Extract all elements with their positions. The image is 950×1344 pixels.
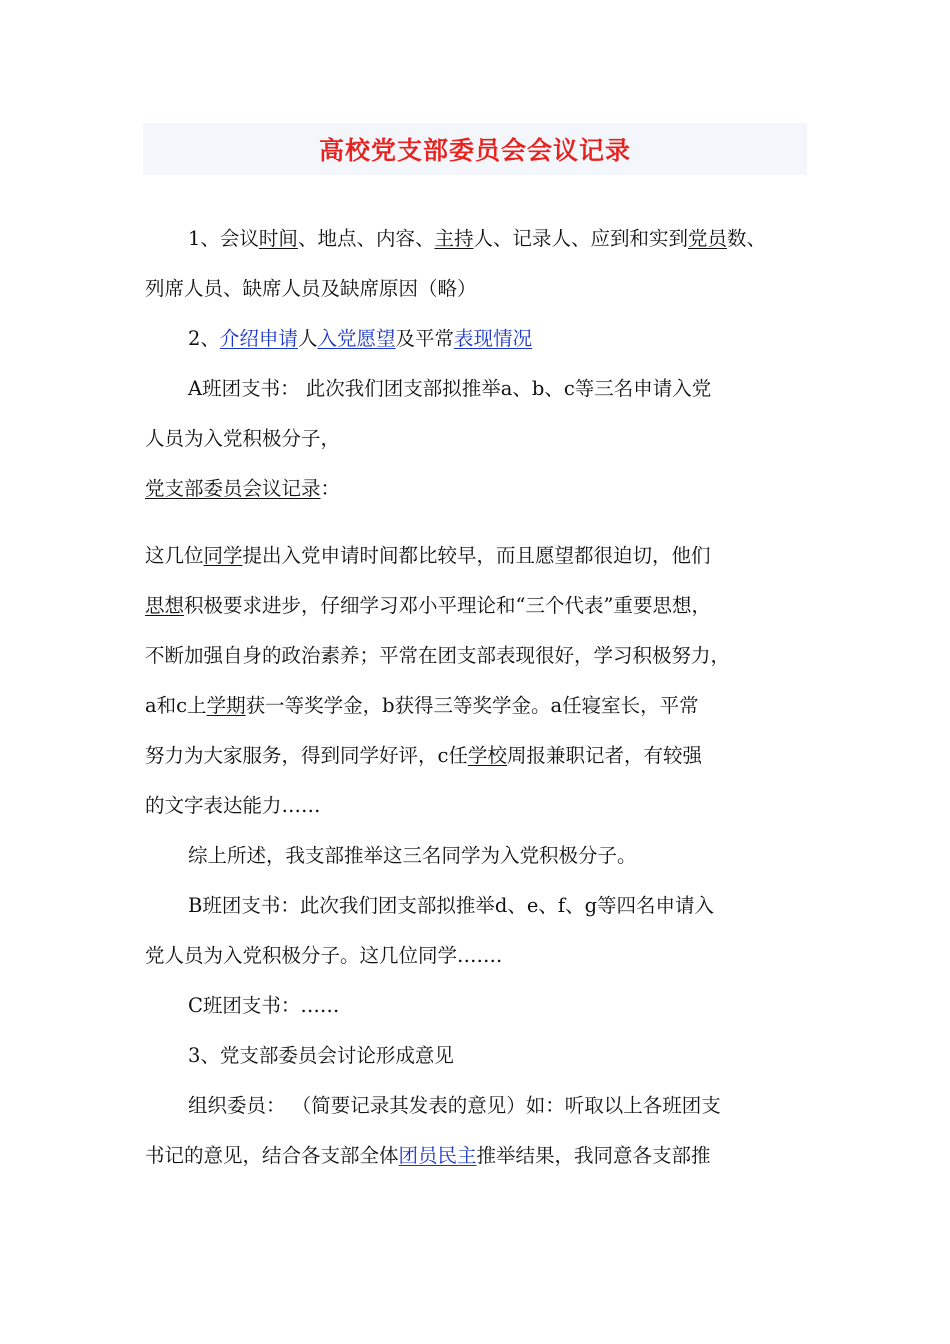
c-class-line: C班团支书：…… [188, 994, 340, 1017]
body-line-6: 的文字表达能力…… [145, 794, 321, 817]
body-line-5: 努力为大家服务，得到同学好评，c任学校周报兼职记者，有较强 [145, 744, 702, 767]
underlined-term: 思想 [145, 594, 185, 617]
a-class-line-1: A班团支书： 此次我们团支部拟推举a、b、c等三名申请入党 [188, 377, 712, 400]
a-class-line-2: 人员为入党积极分子， [145, 427, 341, 450]
minutes-heading: 党支部委员会议记录： [145, 477, 341, 500]
item-3-line: 3、党支部委员会讨论形成意见 [188, 1044, 454, 1067]
body-line-1: 这几位同学提出入党申请时间都比较早，而且愿望都很迫切，他们 [145, 544, 711, 567]
summary-line: 综上所述，我支部推举这三名同学为入党积极分子。 [188, 844, 637, 867]
item-2-line: 2、介绍申请人入党愿望及平常表现情况 [188, 327, 532, 350]
body-line-4: a和c上学期获一等奖学金，b获得三等奖学金。a任寝室长，平常 [145, 694, 699, 717]
underlined-term: 同学 [203, 544, 243, 567]
underlined-term: 党员 [687, 227, 727, 250]
body-line-3: 不断加强自身的政治素养；平常在团支部表现很好，学习积极努力， [145, 644, 731, 667]
org-line-1: 组织委员： （简要记录其发表的意见）如：听取以上各班团支 [188, 1094, 721, 1117]
link-democracy[interactable]: 团员民主 [398, 1144, 477, 1167]
link-apply[interactable]: 介绍申请 [219, 327, 298, 350]
body-line-2: 思想积极要求进步，仔细学习邓小平理论和“三个代表”重要思想， [145, 594, 711, 617]
link-wish[interactable]: 入党愿望 [317, 327, 396, 350]
underlined-term: 学期 [206, 694, 246, 717]
item-1-line-1: 1、会议时间、地点、内容、主持人、记录人、应到和实到党员数、 [188, 227, 767, 250]
title-banner [143, 123, 807, 175]
link-performance[interactable]: 表现情况 [453, 327, 532, 350]
page-title: 高校党支部委员会会议记录 [318, 136, 631, 165]
underlined-term: 学校 [467, 744, 507, 767]
item-1-line-2: 列席人员、缺席人员及缺席原因（略） [145, 277, 477, 300]
b-class-line-1: B班团支书：此次我们团支部拟推举d、e、f、g等四名申请入 [188, 894, 715, 917]
org-line-2: 书记的意见，结合各支部全体团员民主推举结果，我同意各支部推 [145, 1144, 711, 1167]
underlined-term: 时间 [258, 227, 298, 250]
b-class-line-2: 党人员为入党积极分子。这几位同学……. [145, 944, 503, 967]
underlined-term: 主持 [434, 227, 474, 250]
